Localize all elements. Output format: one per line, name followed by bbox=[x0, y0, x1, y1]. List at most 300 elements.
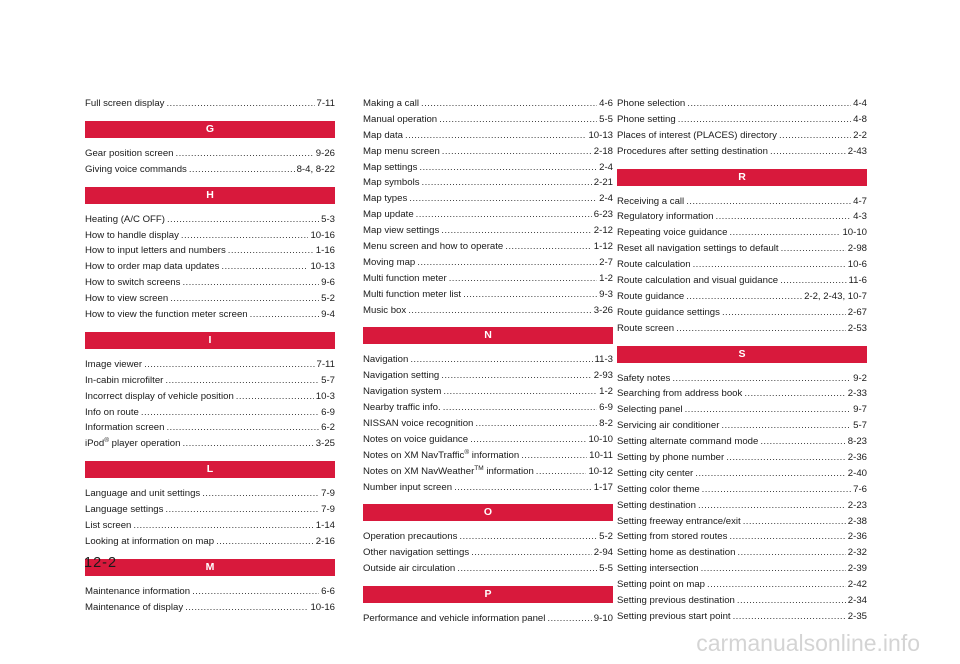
entry-title-text: Gear position screen bbox=[85, 147, 174, 159]
entry-page-ref: 10-10 bbox=[588, 433, 613, 445]
entry-page-ref: 2-32 bbox=[847, 547, 867, 559]
entry-page-ref: 4-7 bbox=[853, 195, 867, 207]
entry-title-text: Multi function meter list bbox=[363, 288, 462, 300]
entry-page-ref: 1-14 bbox=[315, 520, 335, 532]
entry-title-text: Route screen bbox=[617, 322, 675, 334]
dot-leader bbox=[693, 257, 846, 273]
entry-title-text: Navigation bbox=[363, 354, 409, 366]
entry-title bbox=[617, 450, 724, 466]
entry-page-ref: 9-7 bbox=[853, 404, 867, 416]
entry-page-ref: 4-4 bbox=[853, 98, 867, 109]
entry-title-text: Giving voice commands bbox=[85, 163, 187, 175]
entry-page-ref: 1-16 bbox=[315, 245, 335, 257]
entry-page-ref: 8-4, 8-22 bbox=[296, 163, 335, 175]
entry-title-text: Route guidance bbox=[617, 290, 685, 302]
entry-title-text: Setting from stored routes bbox=[617, 531, 728, 543]
dot-leader bbox=[716, 209, 852, 225]
section-letter-m: M bbox=[85, 559, 335, 576]
entry-page-ref: 10-13 bbox=[588, 129, 613, 141]
entry-title bbox=[617, 128, 777, 144]
entry-title bbox=[363, 480, 452, 496]
entry-title bbox=[85, 518, 131, 534]
entry-title-text: Incorrect display of vehicle position bbox=[85, 390, 234, 402]
dot-leader bbox=[672, 371, 851, 387]
entry-trademark-mark: ® bbox=[464, 448, 470, 456]
entry-page-ref: 1-12 bbox=[593, 241, 613, 253]
entry-title-suffix: information bbox=[483, 465, 534, 477]
entry-title-text: Setting freeway entrance/exit bbox=[617, 515, 741, 527]
entry-page-ref: 10-11 bbox=[589, 449, 613, 461]
dot-leader bbox=[737, 545, 845, 561]
entry-page-ref: 10-10 bbox=[842, 227, 867, 239]
index-entry bbox=[85, 146, 335, 162]
dot-leader bbox=[441, 368, 592, 384]
entry-title bbox=[617, 386, 742, 402]
dot-leader bbox=[743, 514, 846, 530]
index-entry bbox=[363, 287, 613, 303]
entry-page-ref: 9-10 bbox=[593, 613, 613, 625]
entry-page-ref: 2-33 bbox=[847, 388, 867, 400]
entry-page-ref: 4-6 bbox=[599, 98, 613, 109]
index-entry bbox=[85, 436, 335, 452]
dot-leader bbox=[170, 291, 319, 307]
entry-page-ref: 2-21 bbox=[593, 177, 613, 189]
index-entry bbox=[363, 400, 613, 416]
entry-title-text: Notes on XM NavTraffic bbox=[363, 449, 465, 461]
entry-title bbox=[85, 96, 164, 112]
entry-title-text: Music box bbox=[363, 304, 407, 316]
dot-leader bbox=[189, 162, 295, 178]
entry-page-ref: 2-36 bbox=[847, 531, 867, 543]
entry-page-ref: 8-23 bbox=[847, 436, 867, 448]
entry-title-text: Setting by phone number bbox=[617, 452, 725, 464]
entry-page-ref: 7-11 bbox=[316, 358, 335, 370]
dot-leader bbox=[475, 416, 597, 432]
entry-page-ref: 7-11 bbox=[316, 98, 335, 109]
index-entry bbox=[363, 255, 613, 271]
dot-leader bbox=[770, 144, 846, 160]
index-entry bbox=[617, 418, 867, 434]
index-entry bbox=[617, 609, 867, 625]
entry-page-ref: 1-2 bbox=[599, 272, 613, 284]
dot-leader bbox=[408, 303, 592, 319]
entry-page-ref: 7-6 bbox=[853, 483, 867, 495]
entry-title-text: Maintenance information bbox=[85, 585, 191, 597]
dot-leader bbox=[165, 373, 319, 389]
entry-page-ref: 2-23 bbox=[847, 499, 867, 511]
entry-page-ref: 9-26 bbox=[315, 147, 335, 159]
entry-title-text: Performance and vehicle information panel bbox=[363, 613, 546, 625]
entry-title bbox=[85, 307, 248, 323]
entry-page-ref: 4-3 bbox=[853, 211, 867, 223]
section-letter-g: G bbox=[85, 121, 335, 138]
entry-title bbox=[363, 464, 534, 480]
entry-page-ref: 9-3 bbox=[599, 288, 613, 300]
index-entry bbox=[363, 303, 613, 319]
entry-page-ref: 9-6 bbox=[321, 277, 335, 289]
entry-page-ref: 10-3 bbox=[315, 390, 335, 402]
index-entry bbox=[85, 600, 335, 616]
dot-leader bbox=[760, 434, 845, 450]
entry-title-text: Setting color theme bbox=[617, 483, 700, 495]
index-entry bbox=[617, 257, 867, 273]
dot-leader bbox=[182, 436, 313, 452]
dot-leader bbox=[176, 146, 314, 162]
dot-leader bbox=[685, 402, 852, 418]
dot-leader bbox=[729, 529, 845, 545]
index-entry bbox=[617, 144, 867, 160]
index-entry bbox=[617, 225, 867, 241]
entry-page-ref: 3-26 bbox=[593, 304, 613, 316]
dot-leader bbox=[733, 609, 846, 625]
entry-title bbox=[617, 498, 696, 514]
index-entry bbox=[363, 96, 613, 112]
section-letter-s: S bbox=[617, 346, 867, 363]
entry-title bbox=[85, 389, 234, 405]
entry-title bbox=[363, 368, 439, 384]
entry-title-text: Setting home as destination bbox=[617, 547, 736, 559]
dot-leader bbox=[416, 207, 592, 223]
dot-leader bbox=[192, 584, 319, 600]
index-entry bbox=[363, 239, 613, 255]
entry-title bbox=[363, 207, 414, 223]
dot-leader bbox=[707, 577, 846, 593]
entry-title-text: Image viewer bbox=[85, 358, 143, 370]
dot-leader bbox=[409, 191, 597, 207]
index-entry bbox=[85, 228, 335, 244]
entry-title-text: Navigation system bbox=[363, 386, 442, 398]
entry-page-ref: 6-23 bbox=[593, 209, 613, 221]
index-entry bbox=[363, 611, 613, 627]
dot-leader bbox=[421, 96, 597, 112]
index-entry bbox=[617, 96, 867, 112]
index-entry bbox=[617, 305, 867, 321]
index-entry bbox=[363, 128, 613, 144]
dot-leader bbox=[410, 352, 592, 368]
entry-title bbox=[363, 128, 403, 144]
index-entry bbox=[617, 577, 867, 593]
entry-page-ref: 2-4 bbox=[599, 161, 613, 173]
entry-title-text: Multi function meter bbox=[363, 272, 447, 284]
index-entry bbox=[85, 162, 335, 178]
entry-page-ref: 10-16 bbox=[310, 229, 335, 241]
entry-title-text: In-cabin microfilter bbox=[85, 374, 164, 386]
dot-leader bbox=[181, 228, 309, 244]
entry-title-text: Setting previous destination bbox=[617, 595, 735, 607]
entry-page-ref: 4-8 bbox=[853, 113, 867, 125]
index-entry bbox=[85, 212, 335, 228]
entry-title bbox=[617, 482, 700, 498]
dot-leader bbox=[702, 482, 851, 498]
entry-page-ref: 2-38 bbox=[847, 515, 867, 527]
entry-title bbox=[85, 357, 142, 373]
entry-page-ref: 7-9 bbox=[321, 504, 335, 516]
dot-leader bbox=[781, 241, 846, 257]
entry-page-ref: 2-98 bbox=[847, 243, 867, 255]
index-entry bbox=[617, 241, 867, 257]
entry-page-ref: 9-2 bbox=[853, 372, 867, 384]
index-entry bbox=[85, 405, 335, 421]
entry-title-text: Reset all navigation settings to default bbox=[617, 243, 779, 255]
entry-page-ref: 2-42 bbox=[847, 579, 867, 591]
entry-title-suffix: player operation bbox=[109, 438, 181, 450]
index-entry bbox=[85, 275, 335, 291]
entry-title bbox=[617, 418, 719, 434]
index-entry bbox=[363, 416, 613, 432]
entry-title-text: Nearby traffic info. bbox=[363, 402, 441, 414]
entry-page-ref: 2-93 bbox=[593, 370, 613, 382]
index-entry bbox=[363, 191, 613, 207]
index-entry bbox=[85, 307, 335, 323]
entry-page-ref: 5-5 bbox=[599, 113, 613, 125]
entry-title bbox=[363, 223, 439, 239]
section-letter-n: N bbox=[363, 327, 613, 344]
entry-title bbox=[363, 239, 503, 255]
dot-leader bbox=[405, 128, 586, 144]
entry-page-ref: 5-3 bbox=[321, 213, 335, 225]
index-entry bbox=[85, 373, 335, 389]
entry-title-text: Full screen display bbox=[85, 98, 165, 109]
entry-page-ref: 5-2 bbox=[321, 293, 335, 305]
entry-title bbox=[363, 384, 441, 400]
dot-leader bbox=[678, 112, 851, 128]
entry-title-text: Setting intersection bbox=[617, 563, 699, 575]
entry-title-text: Setting city center bbox=[617, 467, 694, 479]
dot-leader bbox=[547, 611, 591, 627]
dot-leader bbox=[442, 144, 592, 160]
entry-page-ref: 6-9 bbox=[599, 402, 613, 414]
index-entry bbox=[363, 480, 613, 496]
index-entry bbox=[363, 432, 613, 448]
entry-page-ref: 2-7 bbox=[599, 256, 613, 268]
entry-title-text: Notes on voice guidance bbox=[363, 433, 469, 445]
index-column-3 bbox=[617, 96, 867, 625]
dot-leader bbox=[216, 534, 314, 550]
entry-title-text: Language settings bbox=[85, 504, 164, 516]
entry-title-text: NISSAN voice recognition bbox=[363, 418, 474, 430]
entry-title-text: Info on route bbox=[85, 406, 139, 418]
entry-title bbox=[363, 303, 406, 319]
entry-title bbox=[363, 432, 468, 448]
entry-title bbox=[363, 561, 455, 577]
section-letter-l: L bbox=[85, 461, 335, 478]
entry-title bbox=[617, 529, 727, 545]
entry-page-ref: 2-2 bbox=[853, 129, 867, 141]
index-entry bbox=[617, 545, 867, 561]
dot-leader bbox=[443, 384, 597, 400]
index-entry bbox=[85, 357, 335, 373]
entry-title bbox=[617, 371, 670, 387]
entry-page-ref: 2-16 bbox=[315, 535, 335, 547]
index-entry bbox=[617, 209, 867, 225]
index-entry bbox=[85, 420, 335, 436]
entry-title-text: Information screen bbox=[85, 422, 165, 434]
dot-leader bbox=[701, 561, 846, 577]
entry-title bbox=[85, 259, 219, 275]
entry-title bbox=[617, 209, 714, 225]
entry-title-text: How to input letters and numbers bbox=[85, 245, 226, 257]
dot-leader bbox=[166, 420, 319, 436]
entry-page-ref: 10-16 bbox=[310, 601, 335, 613]
entry-title bbox=[85, 212, 165, 228]
entry-title-text: Operation precautions bbox=[363, 531, 458, 543]
entry-page-ref: 2-35 bbox=[847, 610, 867, 622]
dot-leader bbox=[449, 271, 597, 287]
index-entry bbox=[363, 223, 613, 239]
entry-page-ref: 9-4 bbox=[321, 309, 335, 321]
entry-title-text: Map view settings bbox=[363, 225, 440, 237]
entry-page-ref: 2-67 bbox=[847, 306, 867, 318]
entry-title bbox=[85, 275, 180, 291]
entry-title bbox=[617, 545, 735, 561]
entry-title bbox=[363, 400, 441, 416]
index-entry bbox=[617, 128, 867, 144]
index-entry bbox=[363, 160, 613, 176]
entry-page-ref: 5-5 bbox=[599, 563, 613, 575]
entry-title bbox=[617, 112, 676, 128]
index-entry bbox=[363, 545, 613, 561]
index-entry bbox=[363, 368, 613, 384]
entry-title-text: Procedures after setting destination bbox=[617, 145, 768, 157]
entry-page-ref: 11-6 bbox=[848, 275, 867, 287]
index-entry bbox=[617, 402, 867, 418]
dot-leader bbox=[457, 561, 597, 577]
index-entry bbox=[617, 194, 867, 210]
index-entry bbox=[363, 112, 613, 128]
index-entry bbox=[617, 593, 867, 609]
entry-title bbox=[363, 352, 408, 368]
entry-title bbox=[85, 436, 180, 452]
dot-leader bbox=[686, 194, 851, 210]
index-entry bbox=[617, 450, 867, 466]
entry-trademark-mark: ® bbox=[104, 437, 109, 445]
dot-leader bbox=[228, 243, 314, 259]
section-letter-p: P bbox=[363, 586, 613, 603]
entry-title-text: Safety notes bbox=[617, 372, 671, 384]
entry-title-text: Map update bbox=[363, 209, 414, 221]
entry-title-text: Route calculation bbox=[617, 259, 691, 271]
dot-leader bbox=[471, 545, 592, 561]
dot-leader bbox=[505, 239, 592, 255]
entry-title bbox=[363, 448, 519, 464]
entry-title-text: Moving map bbox=[363, 256, 416, 268]
dot-leader bbox=[133, 518, 313, 534]
index-entry bbox=[617, 321, 867, 337]
entry-page-ref: 6-9 bbox=[321, 406, 335, 418]
index-entry bbox=[617, 371, 867, 387]
entry-title-text: Places of interest (PLACES) directory bbox=[617, 129, 777, 141]
entry-page-ref: 1-2 bbox=[599, 386, 613, 398]
dot-leader bbox=[459, 529, 597, 545]
index-entry bbox=[85, 534, 335, 550]
dot-leader bbox=[729, 225, 840, 241]
entry-page-ref: 3-25 bbox=[315, 438, 335, 450]
entry-title bbox=[363, 255, 415, 271]
dot-leader bbox=[441, 223, 592, 239]
entry-title-text: Menu screen and how to operate bbox=[363, 241, 504, 253]
entry-title bbox=[617, 593, 735, 609]
entry-title-text: Setting destination bbox=[617, 499, 696, 511]
index-entry bbox=[363, 271, 613, 287]
entry-title bbox=[85, 162, 187, 178]
entry-title bbox=[85, 420, 164, 436]
dot-leader bbox=[721, 418, 851, 434]
index-entry bbox=[85, 243, 335, 259]
entry-title bbox=[85, 600, 183, 616]
entry-title-text: Setting previous start point bbox=[617, 610, 731, 622]
entry-title-text: Setting alternate command mode bbox=[617, 436, 759, 448]
index-entry bbox=[617, 386, 867, 402]
dot-leader bbox=[167, 212, 319, 228]
entry-title-text: List screen bbox=[85, 520, 132, 532]
index-entry bbox=[617, 434, 867, 450]
entry-page-ref: 10-12 bbox=[588, 465, 613, 477]
entry-title bbox=[363, 271, 447, 287]
entry-title bbox=[617, 577, 705, 593]
index-column-2 bbox=[363, 96, 613, 627]
entry-title bbox=[85, 486, 200, 502]
entry-page-ref: 10-6 bbox=[847, 259, 867, 271]
dot-leader bbox=[443, 400, 597, 416]
index-entry bbox=[85, 518, 335, 534]
entry-title-text: Searching from address book bbox=[617, 388, 743, 400]
entry-title-text: Phone selection bbox=[617, 98, 686, 109]
index-entry bbox=[85, 96, 335, 112]
entry-title-suffix: information bbox=[469, 449, 520, 461]
entry-title-text: Route calculation and visual guidance bbox=[617, 275, 779, 287]
index-entry bbox=[85, 291, 335, 307]
entry-title bbox=[617, 194, 684, 210]
entry-title-text: Route guidance settings bbox=[617, 306, 720, 318]
entry-page-ref: 6-2 bbox=[321, 422, 335, 434]
entry-title-text: Map settings bbox=[363, 161, 418, 173]
section-letter-i: I bbox=[85, 332, 335, 349]
index-entry bbox=[617, 529, 867, 545]
entry-title-text: Language and unit settings bbox=[85, 488, 201, 500]
entry-page-ref: 2-39 bbox=[847, 563, 867, 575]
dot-leader bbox=[687, 96, 851, 112]
entry-page-ref: 5-7 bbox=[853, 420, 867, 432]
dot-leader bbox=[698, 498, 846, 514]
dot-leader bbox=[221, 259, 308, 275]
index-entry bbox=[617, 289, 867, 305]
entry-title-text: Regulatory information bbox=[617, 211, 714, 223]
entry-title bbox=[617, 514, 741, 530]
index-entry bbox=[85, 502, 335, 518]
index-entry bbox=[85, 486, 335, 502]
entry-title bbox=[85, 146, 174, 162]
entry-page-ref: 7-9 bbox=[321, 488, 335, 500]
index-entry bbox=[617, 498, 867, 514]
dot-leader bbox=[144, 357, 314, 373]
dot-leader bbox=[779, 128, 851, 144]
entry-title-text: Receiving a call bbox=[617, 195, 685, 207]
dot-leader bbox=[737, 593, 846, 609]
entry-title bbox=[617, 144, 768, 160]
entry-title bbox=[617, 225, 727, 241]
entry-title-text: How to handle display bbox=[85, 229, 179, 241]
entry-page-ref: 11-3 bbox=[594, 354, 613, 366]
entry-title-text: How to order map data updates bbox=[85, 261, 220, 273]
entry-title bbox=[617, 402, 683, 418]
entry-page-ref: 5-2 bbox=[599, 531, 613, 543]
entry-title-text: How to view the function meter screen bbox=[85, 309, 248, 321]
index-entry bbox=[617, 561, 867, 577]
page-number: 12-2 bbox=[84, 555, 118, 571]
entry-title bbox=[363, 611, 545, 627]
entry-page-ref: 1-17 bbox=[593, 481, 613, 493]
section-letter-h: H bbox=[85, 187, 335, 204]
